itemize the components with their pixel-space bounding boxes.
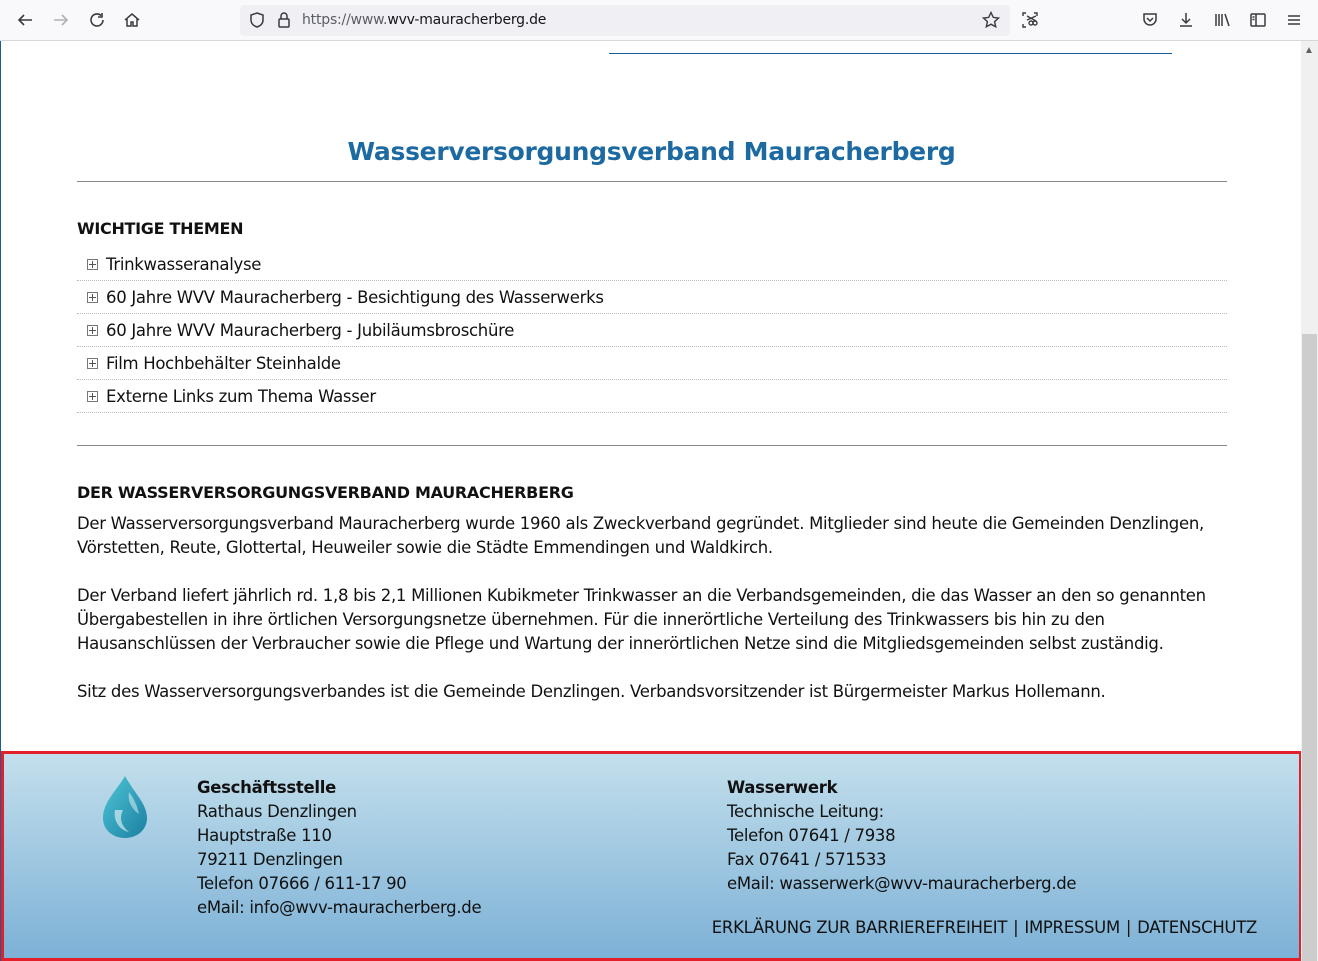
topic-item[interactable] — [77, 347, 1227, 380]
vertical-scrollbar[interactable] — [1301, 41, 1318, 961]
browser-toolbar — [0, 0, 1318, 41]
star-icon[interactable] — [982, 11, 1000, 29]
reload-icon[interactable] — [82, 5, 112, 35]
imprint-link[interactable]: IMPRESSUM — [1024, 918, 1120, 937]
url-domain: wvv-mauracherberg.de — [387, 12, 547, 28]
shield-icon[interactable] — [248, 11, 266, 29]
link-separator: | — [1013, 918, 1019, 937]
topic-item[interactable] — [77, 314, 1227, 347]
menu-icon[interactable] — [1279, 5, 1309, 35]
about-paragraph: Der Wasserversorgungsverband Mauracherberg wurde 1960 als Zweckverband gegründet. Mitglieder sind heute die Gemeinden Denzlingen, Vörstetten, Reute, Glottertal, Heuweiler sowie die Städte Emmendingen und Waldkirch. — [77, 514, 1204, 557]
office-email[interactable]: eMail: info@wvv-mauracherberg.de — [197, 898, 482, 917]
expand-icon[interactable] — [87, 292, 98, 303]
privacy-link[interactable]: DATENSCHUTZ — [1137, 918, 1257, 937]
url-prefix: https://www. — [302, 12, 388, 28]
office-contact — [197, 776, 481, 920]
forward-icon[interactable] — [46, 5, 76, 35]
topics-heading: WICHTIGE THEMEN — [77, 219, 244, 238]
office-line: Rathaus Denzlingen — [197, 802, 357, 821]
office-line: 79211 Denzlingen — [197, 850, 343, 869]
waterworks-heading: Wasserwerk — [727, 778, 838, 797]
expand-icon[interactable] — [87, 259, 98, 270]
title-divider — [77, 181, 1227, 182]
office-heading: Geschäftsstelle — [197, 778, 337, 797]
link-separator: | — [1125, 918, 1132, 937]
site-footer — [1, 751, 1301, 961]
topics-list — [77, 248, 1227, 413]
pocket-icon[interactable] — [1135, 5, 1165, 35]
topic-label[interactable]: 60 Jahre WVV Mauracherberg - Jubiläumsbroschüre — [106, 320, 515, 340]
lock-icon[interactable] — [275, 11, 293, 29]
about-paragraph: Der Verband liefert jährlich rd. 1,8 bis 2,1 Millionen Kubikmeter Trinkwasser an die Verbandsgemeinden, die das Wasser an den so genannten Übergabestellen in ihre örtlichen Versorgungsnetze übernehmen. Für die innerörtliche Verteilung des Trinkwassers bis hin zu den Hausanschlüssen der Verbraucher sowie die Pflege und Wartung der innerörtlichen Netze sind die Mitgliedsgemeinden selbst zuständig. — [77, 586, 1206, 653]
scrollbar-thumb[interactable] — [1302, 334, 1317, 961]
topic-label[interactable]: Externe Links zum Thema Wasser — [106, 386, 376, 406]
download-icon[interactable] — [1171, 5, 1201, 35]
scroll-up-icon[interactable]: ▲ — [1304, 45, 1314, 56]
back-icon[interactable] — [10, 5, 40, 35]
topic-item[interactable] — [77, 281, 1227, 314]
office-line: Hauptstraße 110 — [197, 826, 332, 845]
topic-item[interactable] — [77, 248, 1227, 281]
accessibility-link[interactable]: ERKLÄRUNG ZUR BARRIEREFREIHEIT — [711, 918, 1008, 937]
about-heading: DER WASSERVERSORGUNGSVERBAND MAURACHERBERG — [77, 483, 574, 502]
library-icon[interactable] — [1207, 5, 1237, 35]
screenshot-icon[interactable] — [1015, 5, 1045, 35]
waterworks-fax: Fax 07641 / 571533 — [727, 850, 887, 869]
topic-item[interactable] — [77, 380, 1227, 413]
office-phone: Telefon 07666 / 611-17 90 — [197, 874, 407, 893]
page-title: Wasserversorgungsverband Mauracherberg — [347, 137, 956, 166]
header-divider — [609, 53, 1172, 54]
about-paragraph: Sitz des Wasserversorgungsverbandes ist die Gemeinde Denzlingen. Verbandsvorsitzender ist Bürgermeister Markus Hollemann. — [77, 682, 1106, 701]
topic-label[interactable]: 60 Jahre WVV Mauracherberg - Besichtigung des Wasserwerks — [106, 287, 604, 307]
expand-icon[interactable] — [87, 325, 98, 336]
sidebar-icon[interactable] — [1243, 5, 1273, 35]
topic-label[interactable]: Film Hochbehälter Steinhalde — [106, 353, 341, 373]
url-bar[interactable] — [240, 5, 1010, 36]
topics-divider — [77, 445, 1227, 446]
waterworks-email[interactable]: eMail: wasserwerk@wvv-mauracherberg.de — [727, 874, 1077, 893]
waterworks-phone: Telefon 07641 / 7938 — [727, 826, 896, 845]
url-text[interactable] — [302, 12, 546, 28]
waterworks-line: Technische Leitung: — [727, 802, 884, 821]
footer-links — [712, 918, 1257, 937]
topic-label[interactable]: Trinkwasseranalyse — [106, 254, 262, 274]
expand-icon[interactable] — [87, 358, 98, 369]
expand-icon[interactable] — [87, 391, 98, 402]
waterworks-contact — [727, 776, 1076, 896]
home-icon[interactable] — [117, 5, 147, 35]
page-viewport — [0, 41, 1301, 961]
water-drop-logo — [99, 774, 151, 840]
